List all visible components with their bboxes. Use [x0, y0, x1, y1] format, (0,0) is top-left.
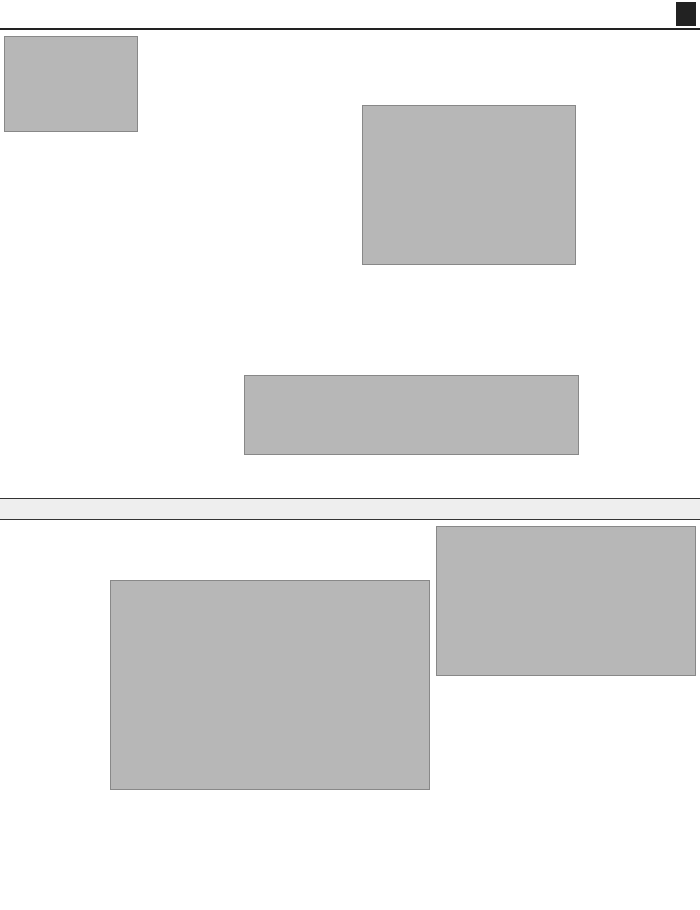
sports-right-photo — [436, 526, 696, 676]
sports-right-body — [436, 745, 696, 905]
sports-left-body — [4, 575, 104, 905]
masthead — [0, 0, 700, 30]
flags-photo — [244, 375, 579, 455]
feature-photo — [362, 105, 576, 265]
sports-main-body — [110, 805, 430, 905]
left-top-photo — [4, 36, 138, 132]
sports-main-photo — [110, 580, 430, 790]
mid-banner-body — [244, 460, 579, 490]
sports-band — [0, 498, 700, 520]
left-top-body — [4, 180, 138, 355]
page-number — [676, 2, 696, 26]
right-top-body — [582, 80, 696, 370]
left-mid-body — [142, 80, 238, 370]
feature-body — [244, 105, 356, 345]
